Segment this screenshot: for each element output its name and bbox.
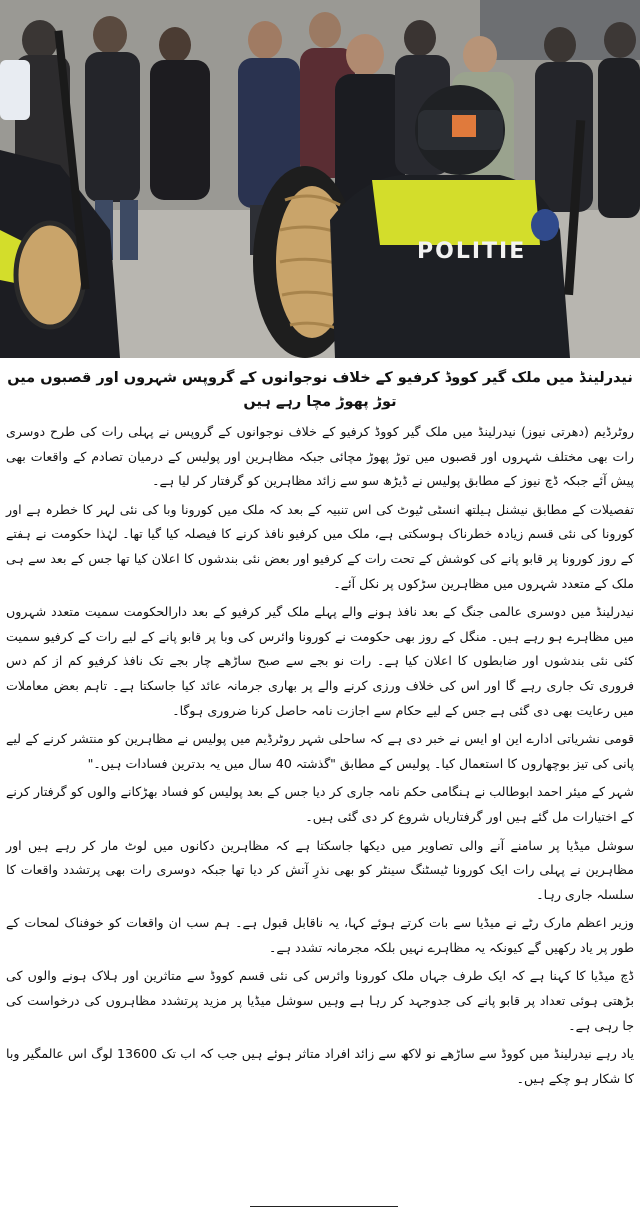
end-divider [250, 1206, 398, 1207]
paragraph-8: ڈچ میڈیا کا کہنا ہے کہ ایک طرف جہاں ملک کورونا وائرس کی نئی قسم کووڈ سے متاثرین اور ہلاک ہونے والوں کی بڑھتی ہوئی تعداد پر قابو پانے کی جدوجہد کر رہا ہے وہیں سوشل میڈیا پر مزید پرتشدد مظاہروں کی درخواست کی جا رہی ہے۔ [6, 968, 634, 1033]
paragraph-2: تفصیلات کے مطابق نیشنل ہیلتھ انسٹی ٹیوٹ کی اس تنبیہ کے بعد کہ ملک میں کورونا وبا کی نئی لہر کا خطرہ ہے اور کورونا کی نئی قسم زیادہ خطرناک ہوسکتی ہے، ملک میں کرفیو نافذ کرنے کا فیصلہ کیا گیا تھا۔ لہٰذا حکومت نے ہفتے کے روز کورونا پر قابو پانے کی کوشش کے تحت رات کے کرفیو اور بعض نئی بندشوں کا اعلان کیا تھا جس کے بعد سے ہی ملک کے متعدد شہروں میں مظاہرین سڑکوں پر نکل آئے۔ [6, 501, 634, 591]
news-photo [0, 0, 640, 358]
article-body [6, 362, 634, 1095]
paragraph-4: قومی نشریاتی ادارے این او ایس نے خبر دی ہے کہ ساحلی شہر روٹرڈیم میں پولیس نے مظاہرین کو منتشر کرنے کے لیے پانی کی تیز بوچھاروں کا استعمال کیا۔ پولیس کے مطابق "گذشتہ 40 سال میں یہ بدترین فسادات ہیں۔" [6, 731, 634, 771]
paragraph-5: شہر کے میئر احمد ابوطالب نے ہنگامی حکم نامہ جاری کر دیا جس کے بعد پولیس کو فساد بھڑکانے والوں کو گرفتار کرنے کے اختیارات مل گئے ہیں اور گرفتاریاں شروع کر دی گئی ہیں۔ [6, 784, 634, 824]
paragraph-3: نیدرلینڈ میں دوسری عالمی جنگ کے بعد نافذ ہونے والے پہلے ملک گیر کرفیو کے بعد دارالحکومت سمیت متعدد شہروں میں مظاہرے ہو رہے ہیں۔ منگل کے روز بھی حکومت نے کورونا وائرس کی وبا پر قابو پانے کے لیے رات کے کرفیو سمیت کئی نئی بندشوں اور ضابطوں کا اعلان کیا ہے۔ رات نو بجے سے صبح ساڑھے چار بجے تک نافذ کرفیو کم از کم دس فروری تک جاری رہے گا اور اس کی خلاف ورزی کرنے والے پر بھاری جرمانہ عائد کیا جاسکتا ہے۔ تاہم بعض معاملات میں رعایت بھی دی گئی ہے جس کے لیے حکام سے اجازت نامہ حاصل کرنا ضروری ہوگا۔ [6, 604, 634, 718]
paragraph-1: روٹرڈیم (دھرتی نیوز) نیدرلینڈ میں ملک گیر کووڈ کرفیو کے خلاف نوجوانوں کے گروپس نے پہلی رات کی طرح دوسری رات بھی مختلف شہروں اور قصبوں میں توڑ پھوڑ مچائی جبکہ مظاہرین اور پولیس کے درمیان تصادم کے واقعات بھی پیش آئے جبکہ ڈچ نیوز کے مطابق پولیس نے ڈیڑھ سو سے زائد مظاہرین کو گرفتار کر لیا ہے۔ [6, 424, 634, 489]
article-headline: نیدرلینڈ میں ملک گیر کووڈ کرفیو کے خلاف نوجوانوں کے گروپس شہروں اور قصبوں میں توڑ پھوڑ مچا رہے ہیں [7, 370, 633, 410]
paragraph-6: سوشل میڈیا پر سامنے آنے والی تصاویر میں دیکھا جاسکتا ہے کہ مظاہرین دکانوں میں لوٹ مار کر رہے ہیں اور مظاہرین نے پہلی رات ایک کورونا ٹیسٹنگ سینٹر کو بھی نذرِ آتش کر دیا تھا جبکہ دوسری رات بھی پرتشدد واقعات کا سلسلہ جاری رہا۔ [6, 837, 634, 902]
paragraph-7: وزیر اعظم مارک رٹے نے میڈیا سے بات کرتے ہوئے کہا، یہ ناقابل قبول ہے۔ ہم سب ان واقعات کو خوفناک لمحات کے طور پر یاد رکھیں گے کیونکہ یہ مظاہرے نہیں بلکہ مجرمانہ تشدد ہے۔ [6, 915, 634, 955]
paragraph-9: یاد رہے نیدرلینڈ میں کووڈ سے ساڑھے نو لاکھ سے زائد افراد متاثر ہوئے ہیں جب کہ اب تک 13600 لوگ اس عالمگیر وبا کا شکار ہو چکے ہیں۔ [6, 1046, 634, 1086]
riot-police-illustration [0, 0, 640, 358]
vest-label: POLITIE [417, 239, 527, 264]
